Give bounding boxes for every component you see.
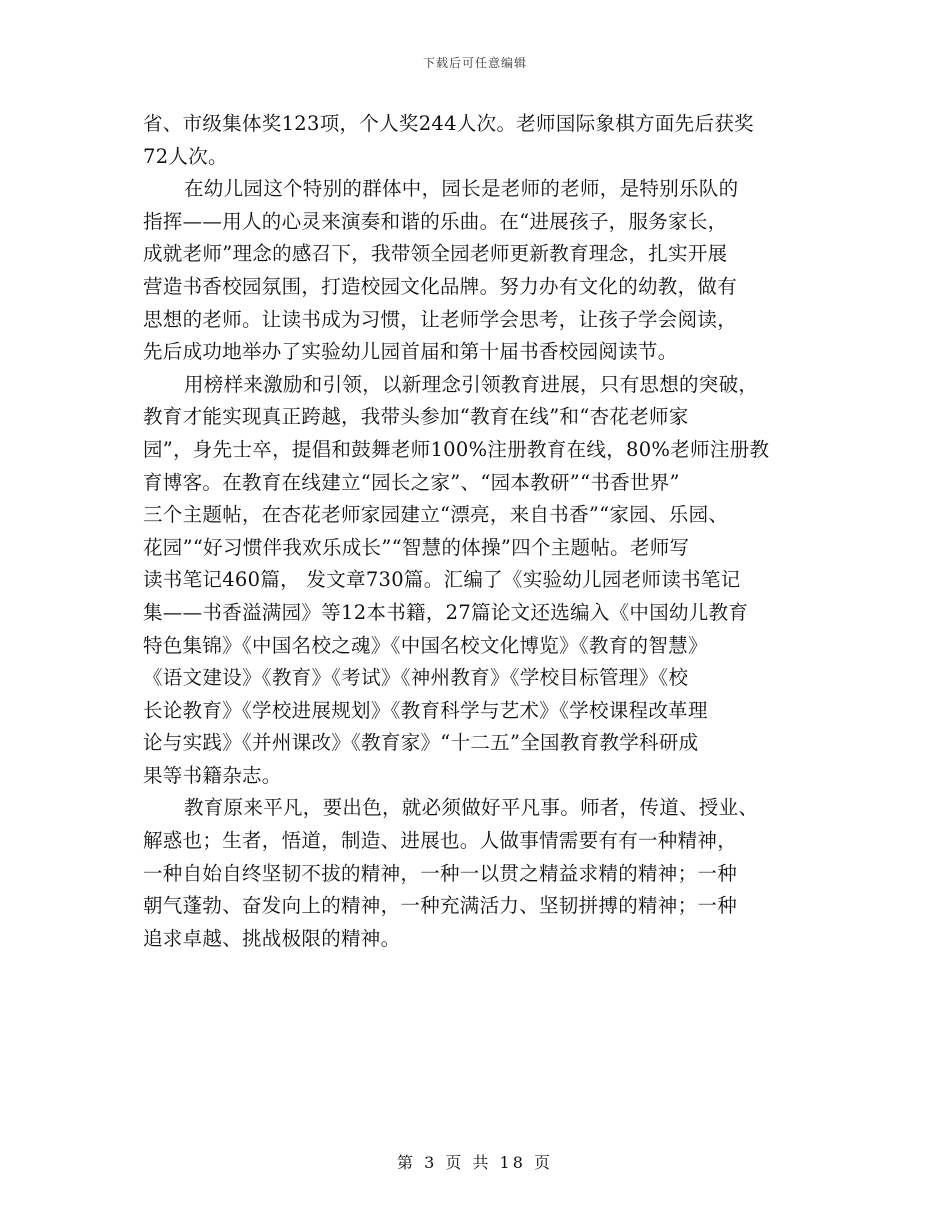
text-line: 教育原来平凡，要出色，就必须做好平凡事。师者，传道、授业、 [184,796,759,820]
text-line: 论与实践》《并州课改》《教育家》“十二五”全国教育教学科研成 [143,731,699,755]
text-line: 追求卓越、挑战极限的精神。 [143,926,401,950]
text-line: 读书笔记460篇， 发文章730篇。汇编了《实验幼儿园老师读书笔记 [143,568,741,592]
paragraph-2 [143,173,813,369]
text-line: 营造书香校园氛围，打造校园文化品牌。努力办有文化的幼教，做有 [143,274,738,298]
text-line: 朝气蓬勃、奋发向上的精神，一种充满活力、坚韧拼搏的精神；一种 [143,894,738,918]
document-body [143,108,813,955]
text-line: 特色集锦》《中国名校之魂》《中国名校文化博览》《教育的智慧》 [143,633,708,657]
page-number-footer: 第 3 页 共 18 页 [397,1153,553,1172]
text-line: 三个主题帖，在杏花老师家园建立“漂亮，来自书香”“家园、乐园、 [143,503,729,527]
text-line: 思想的老师。让读书成为习惯，让老师学会思考，让孩子学会阅读， [143,307,738,331]
text-line: 《语文建设》《教育》《考试》《神州教育》《学校目标管理》《校 [143,666,689,690]
paragraph-4 [143,792,813,955]
paragraph-3 [143,369,813,793]
text-line: 指挥——用人的心灵来演奏和谐的乐曲。在“进展孩子，服务家长， [143,209,728,233]
text-line: 育博客。在教育在线建立“园长之家”、“园本教研”“书香世界” [143,470,680,494]
text-line: 用榜样来激励和引领，以新理念引领教育进展，只有思想的突破， [184,372,759,396]
text-line: 果等书籍杂志。 [143,763,282,787]
text-line: 园”，身先士卒，提倡和鼓舞老师100%注册教育在线，80%老师注册教 [143,437,770,461]
text-line: 72人次。 [143,144,228,168]
text-line: 解惑也；生者，悟道，制造、进展也。人做事情需要有有一种精神， [143,829,738,853]
text-line: 在幼儿园这个特别的群体中，园长是老师的老师，是特别乐队的 [184,177,739,201]
text-line: 教育才能实现真正跨越，我带头参加“教育在线”和“杏花老师家 [143,405,689,429]
text-line: 长论教育》《学校进展规划》《教育科学与艺术》《学校课程改革理 [143,698,708,722]
text-line: 一种自始自终坚韧不拔的精神，一种一以贯之精益求精的精神；一种 [143,861,738,885]
text-line: 省、市级集体奖123项，个人奖244人次。老师国际象棋方面先后获奖 [143,112,754,135]
paragraph-1 [143,108,813,173]
page-header: 下载后可任意编辑 [422,56,527,70]
text-line: 先后成功地举办了实验幼儿园首届和第十届书香校园阅读节。 [143,340,678,364]
text-line: 花园”“好习惯伴我欢乐成长”“智慧的体操”四个主题帖。老师写 [143,535,690,559]
text-line: 集——书香溢满园》等12本书籍，27篇论文还选编入《中国幼儿教育 [143,600,749,624]
text-line: 成就老师”理念的感召下，我带领全园老师更新教育理念，扎实开展 [143,242,728,266]
